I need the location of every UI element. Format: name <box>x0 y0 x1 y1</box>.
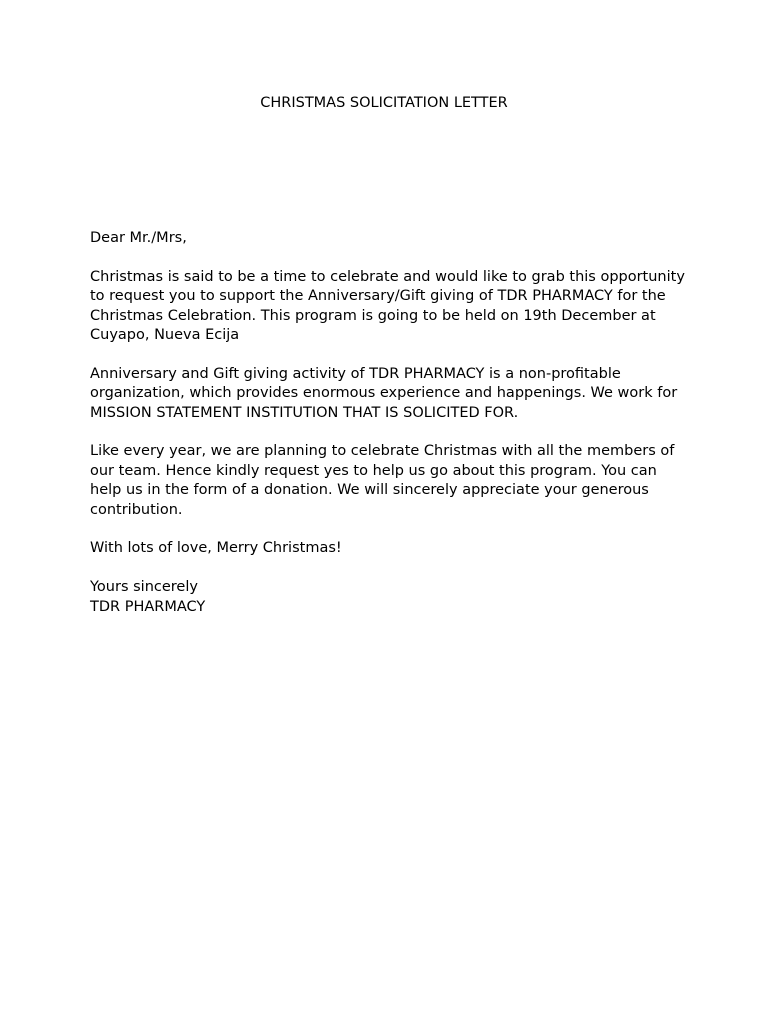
letter-closing <box>90 578 690 617</box>
letter-title: CHRISTMAS SOLICITATION LETTER <box>260 95 508 111</box>
signature: TDR PHARMACY <box>90 598 206 615</box>
paragraph-request: Christmas is said to be a time to celebrate and would like to grab this opportunity to request you to support the Anniversary/Gift giving of TDR PHARMACY for the Christmas Celebration. This program is going to be held on 19th December at Cuyapo, Nueva Ecija <box>90 268 685 344</box>
letter-body <box>90 229 690 617</box>
paragraph-greeting: With lots of love, Merry Christmas! <box>90 540 342 557</box>
paragraph-organization: Anniversary and Gift giving activity of TDR PHARMACY is a non-profitable organization, which provides enormous experience and happenings. We work for MISSION STATEMENT INSTITUTION THAT IS SOLICITED FOR. <box>90 365 678 421</box>
closing-phrase: Yours sincerely <box>90 579 198 596</box>
paragraph-donation: Like every year, we are planning to celebrate Christmas with all the members of our team. Hence kindly request yes to help us go about this program. You can help us in the form of a donation. We will sincerely appreciate your generous contribution. <box>90 443 675 518</box>
salutation: Dear Mr./Mrs, <box>90 230 187 246</box>
